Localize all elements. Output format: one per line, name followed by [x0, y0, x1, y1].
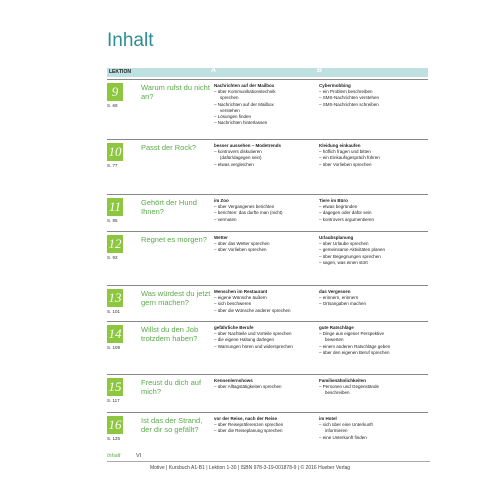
- lesson-number: 11: [108, 199, 122, 214]
- topic-item: (dafür/dagegen sein): [220, 155, 262, 161]
- topic-heading: Nachrichten auf der Mailbox: [214, 83, 275, 88]
- row-divider: [107, 321, 428, 322]
- column-a: [214, 143, 319, 168]
- topic-item: informieren: [325, 428, 348, 434]
- topic-item: – über Alltagstätigkeiten sprechen: [214, 384, 282, 390]
- topic-item: – SMS-Nachrichten verstehen: [319, 95, 380, 101]
- lesson-number: 15: [108, 379, 122, 394]
- topic-heading: Kennenlernshows: [214, 378, 253, 383]
- lesson-title: Regnet es morgen?: [141, 235, 207, 244]
- topic-heading: im Hotel: [319, 416, 337, 421]
- credits-line: Motive | Kursbuch A1-B1 | Lektion 1-30 | ISBN 978-3-19-001878-9 | © 2016 Hueber Verlag: [149, 465, 351, 471]
- topic-item: verstehen: [220, 107, 240, 113]
- topic-item: – über das Wetter sprechen: [214, 241, 270, 247]
- row-divider: [107, 285, 428, 286]
- topic-item: – über Reisepräferenzen sprechen: [214, 422, 284, 428]
- footer-page-number: VI: [136, 453, 142, 459]
- table-header: [107, 68, 428, 77]
- topic-heading: Urlaubsplanung: [319, 235, 354, 240]
- lesson-number: 14: [108, 326, 122, 341]
- lesson-page: S. 117: [107, 398, 120, 403]
- page-title: Inhalt: [107, 30, 154, 51]
- topic-item: – sich über eine Unterkunft: [319, 422, 373, 428]
- topic-item: – einem anderen Ratschläge geben: [319, 343, 391, 349]
- footer-label: Inhalt: [107, 453, 121, 459]
- topic-heading: gute Ratschläge: [319, 325, 354, 330]
- row-divider: [107, 412, 428, 413]
- header-lektion: LEKTION: [109, 69, 131, 75]
- topic-item: – ein Einkaufsgespräch führen: [319, 155, 380, 161]
- topic-heading: Cybermobbing: [319, 83, 351, 88]
- lesson-page: S. 101: [107, 309, 121, 314]
- topic-item: – Nachrichten hinterlassen: [214, 120, 268, 126]
- column-b: [319, 83, 424, 108]
- lesson-page: S. 93: [107, 255, 118, 260]
- topic-item: – über Vorlieben sprechen: [319, 161, 372, 167]
- column-a: [214, 416, 319, 435]
- topic-item: – über Begegnungen sprechen: [319, 253, 381, 259]
- column-a: [214, 325, 319, 350]
- lesson-title: Warum rufst du nicht an?: [141, 83, 210, 101]
- column-b: [319, 416, 424, 441]
- column-a: [214, 289, 319, 314]
- lesson-title: Ist das der Strand, der dir so gefällt?: [141, 416, 203, 434]
- lesson-page: S. 125: [107, 436, 121, 441]
- topic-item: – sagen, was einen stört: [319, 259, 368, 265]
- row-divider: [107, 194, 428, 195]
- column-a: [214, 83, 319, 126]
- topic-item: – kontrovers argumentieren: [319, 216, 375, 222]
- topic-item: – etwas vergleichen: [214, 161, 254, 167]
- row-divider: [107, 231, 428, 232]
- lesson-number: 16: [108, 417, 122, 432]
- topic-item: – über Urlaube sprechen: [319, 241, 369, 247]
- topic-item: – sich beschweren: [214, 301, 252, 307]
- lesson-number: 10: [108, 144, 122, 159]
- lesson-title: Gehört der Hund Ihnen?: [141, 198, 197, 216]
- topic-item: – über Vergangenes berichten: [214, 204, 275, 210]
- column-b: [319, 289, 424, 308]
- topic-item: – über den eigenen Beruf sprechen: [319, 349, 390, 355]
- lesson-page: S. 77: [107, 163, 118, 168]
- header-col-a: A: [211, 67, 217, 74]
- topic-item: – eine Unterkunft finden: [319, 434, 367, 440]
- topic-item: – gemeinsame Aktivitäten planen: [319, 247, 386, 253]
- topic-item: – höflich fragen und bitten: [319, 149, 371, 155]
- column-b: [319, 378, 424, 397]
- lesson-number: 9: [107, 83, 123, 101]
- lesson-page: S. 85: [107, 218, 118, 223]
- topic-item: – Dinge aus eigener Perspektive: [319, 331, 385, 337]
- topic-item: – eigene Wünsche äußern: [214, 295, 267, 301]
- lesson-title: Willst du den Job trotzdem haben?: [141, 325, 199, 343]
- topic-item: – etwas begründen: [319, 204, 358, 210]
- topic-item: – Warnungen hören und widersprechen: [214, 343, 293, 349]
- topic-heading: vor der Reise, nach der Reise: [214, 416, 278, 421]
- lesson-page: S. 69: [107, 103, 118, 108]
- topic-item: – dagegen oder dafür sein: [319, 210, 372, 216]
- lesson-title: Freust du dich auf mich?: [141, 378, 202, 396]
- column-b: [319, 325, 424, 356]
- topic-heading: Kleidung einkaufen: [319, 143, 361, 148]
- footer-divider: [107, 461, 430, 462]
- topic-item: bewerten: [325, 337, 344, 343]
- topic-item: – über die Wünsche anderer sprechen: [214, 307, 291, 313]
- topic-item: – Lösungen finden: [214, 114, 252, 120]
- topic-item: sprechen: [220, 95, 239, 101]
- column-b: [319, 198, 424, 223]
- lesson-number: 12: [108, 236, 122, 251]
- topic-item: – über Kommunikationstechnik: [214, 89, 276, 95]
- column-b: [319, 235, 424, 266]
- column-a: [214, 235, 319, 254]
- topic-heading: Wetter: [214, 235, 228, 240]
- topic-heading: Menschen im Restaurant: [214, 289, 268, 294]
- lesson-title: Was würdest du jetzt gern machen?: [141, 289, 211, 307]
- topic-item: – über die Reiseplanung sprechen: [214, 428, 283, 434]
- topic-item: – vermuten: [214, 216, 237, 222]
- topic-heading: besser aussehen – Modetrends: [214, 143, 282, 148]
- topic-heading: Familienähnlichkeiten: [319, 378, 367, 383]
- lesson-number: 13: [108, 290, 122, 305]
- row-divider: [107, 139, 428, 140]
- topic-item: – Nachrichten auf der Mailbox: [214, 101, 274, 107]
- topic-item: – Ortsangaben machen: [319, 301, 367, 307]
- topic-heading: das Vergessen: [319, 289, 351, 294]
- column-a: [214, 198, 319, 223]
- lesson-page: S. 109: [107, 345, 121, 350]
- topic-item: – über Nachteile und Vorteile sprechen: [214, 331, 292, 337]
- row-divider: [107, 374, 428, 375]
- topic-heading: Tiere im Büro: [319, 198, 348, 203]
- footer: [107, 453, 141, 459]
- lesson-title: Passt der Rock?: [141, 143, 197, 152]
- topic-item: – erinnern, erinnern: [319, 295, 359, 301]
- topic-heading: gefährliche Berufe: [214, 325, 254, 330]
- topic-item: – SMS-Nachrichten schreiben: [319, 101, 379, 107]
- column-a: [214, 378, 319, 390]
- topic-item: – Personen und Gegenstände: [319, 384, 380, 390]
- topic-item: – die eigene Haltung darlegen: [214, 337, 275, 343]
- topic-item: – über Vorlieben sprechen: [214, 247, 267, 253]
- header-col-b: B: [317, 67, 323, 74]
- topic-item: – berichten: das durfte man (nicht): [214, 210, 283, 216]
- topic-heading: im Zoo: [214, 198, 229, 203]
- topic-item: – ein Problem beschreiben: [319, 89, 373, 95]
- row-divider: [107, 79, 428, 80]
- topic-item: – kontrovers diskutieren: [214, 149, 262, 155]
- column-b: [319, 143, 424, 168]
- topic-item: beschreiben: [325, 390, 350, 396]
